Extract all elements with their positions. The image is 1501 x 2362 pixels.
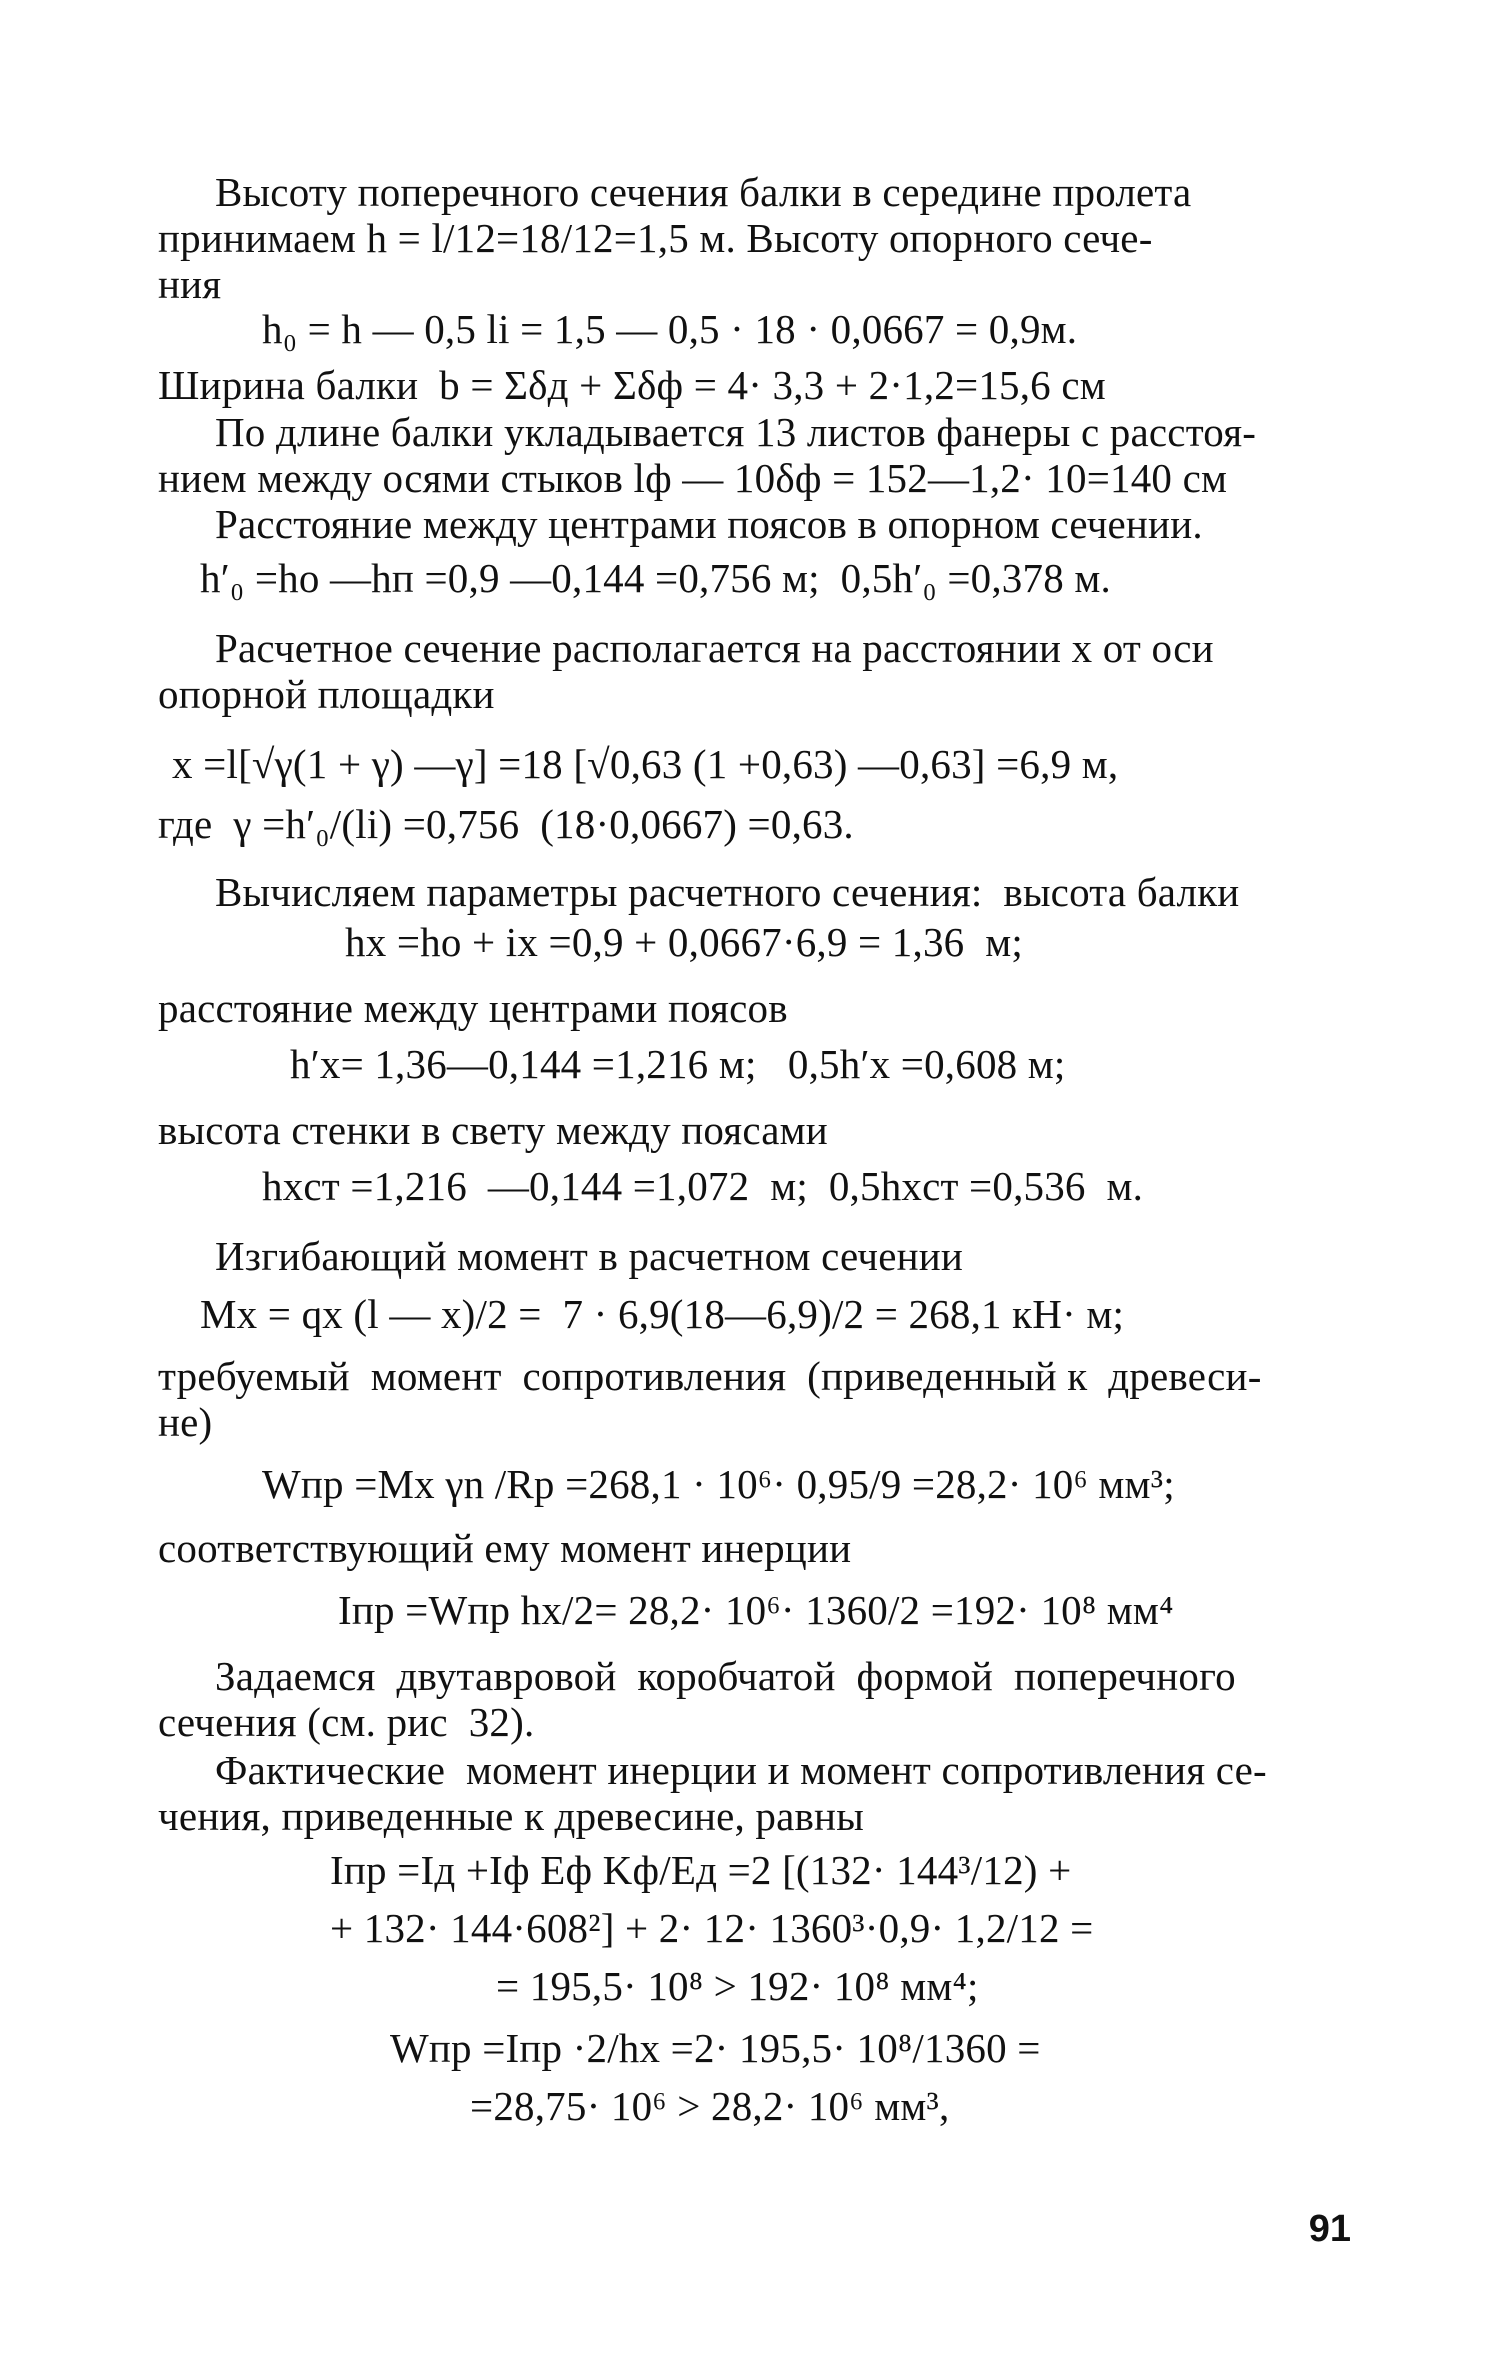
text-line: соответствующий ему момент инерции — [158, 1525, 852, 1571]
formula-line: h₀ = h — 0,5 li = 1,5 — 0,5 · 18 · 0,0667 = 0,9м. — [262, 306, 1078, 352]
text-line: нием между осями стыков lф — 10δф = 152—1,2· 10=140 см — [158, 455, 1228, 501]
text-line: Высоту поперечного сечения балки в середине пролета — [215, 169, 1192, 215]
text-line: Изгибающий момент в расчетном сечении — [215, 1233, 964, 1279]
formula-line: hxст =1,216 —0,144 =1,072 м; 0,5hxст =0,536 м. — [262, 1163, 1144, 1209]
text-line: чения, приведенные к древесине, равны — [158, 1793, 864, 1839]
text-line: Расстояние между центрами поясов в опорном сечении. — [215, 501, 1203, 547]
text-line: Вычисляем параметры расчетного сечения: высота балки — [215, 869, 1240, 915]
formula-line: x =l[√γ(1 + γ) —γ] =18 [√0,63 (1 +0,63) —0,63] =6,9 м, — [172, 741, 1119, 787]
formula-line: h′₀ =hо —hп =0,9 —0,144 =0,756 м; 0,5h′₀ =0,378 м. — [200, 555, 1111, 601]
formula-line: + 132· 144·608²] + 2· 12· 1360³·0,9· 1,2/12 = — [330, 1905, 1094, 1951]
text-line: Задаемся двутавровой коробчатой формой поперечного — [215, 1653, 1236, 1699]
text-line: Расчетное сечение располагается на расстоянии x от оси — [215, 625, 1214, 671]
formula-line: Iпр =Wпр hx/2= 28,2· 10⁶· 1360/2 =192· 10⁸ мм⁴ — [338, 1587, 1174, 1633]
text-line: где γ =h′₀/(li) =0,756 (18·0,0667) =0,63. — [158, 801, 854, 847]
text-line: принимаем h = l/12=18/12=1,5 м. Высоту опорного сече- — [158, 215, 1153, 261]
formula-line: =28,75· 10⁶ > 28,2· 10⁶ мм³, — [470, 2083, 950, 2129]
text-line: расстояние между центрами поясов — [158, 985, 788, 1031]
text-line: не) — [158, 1399, 213, 1445]
formula-line: Mx = qx (l — x)/2 = 7 · 6,9(18—6,9)/2 = 268,1 кН· м; — [200, 1291, 1125, 1337]
text-line: Фактические момент инерции и момент сопротивления се- — [215, 1747, 1267, 1793]
text-line: Ширина балки b = Σδд + Σδф = 4· 3,3 + 2·1,2=15,6 см — [158, 362, 1106, 408]
text-line: По длине балки укладывается 13 листов фанеры с расстоя- — [215, 409, 1257, 455]
formula-line: hx =hо + ix =0,9 + 0,0667·6,9 = 1,36 м; — [345, 919, 1023, 965]
formula-line: Wпр =Iпр ·2/hx =2· 195,5· 10⁸/1360 = — [390, 2025, 1041, 2071]
formula-line: Iпр =Iд +Iф Eф Kф/Eд =2 [(132· 144³/12) + — [330, 1847, 1072, 1893]
page-number: 91 — [1308, 2208, 1351, 2250]
text-line: требуемый момент сопротивления (приведенный к древеси- — [158, 1353, 1262, 1399]
formula-line: Wпр =Mx γn /Rp =268,1 · 10⁶· 0,95/9 =28,2· 10⁶ мм³; — [262, 1461, 1175, 1507]
text-line: опорной площадки — [158, 671, 495, 717]
text-line: высота стенки в свету между поясами — [158, 1107, 828, 1153]
text-line: ния — [158, 261, 222, 307]
formula-line: h′x= 1,36—0,144 =1,216 м; 0,5h′x =0,608 м; — [290, 1041, 1066, 1087]
formula-line: = 195,5· 10⁸ > 192· 10⁸ мм⁴; — [496, 1963, 979, 2009]
text-line: сечения (см. рис 32). — [158, 1699, 535, 1745]
